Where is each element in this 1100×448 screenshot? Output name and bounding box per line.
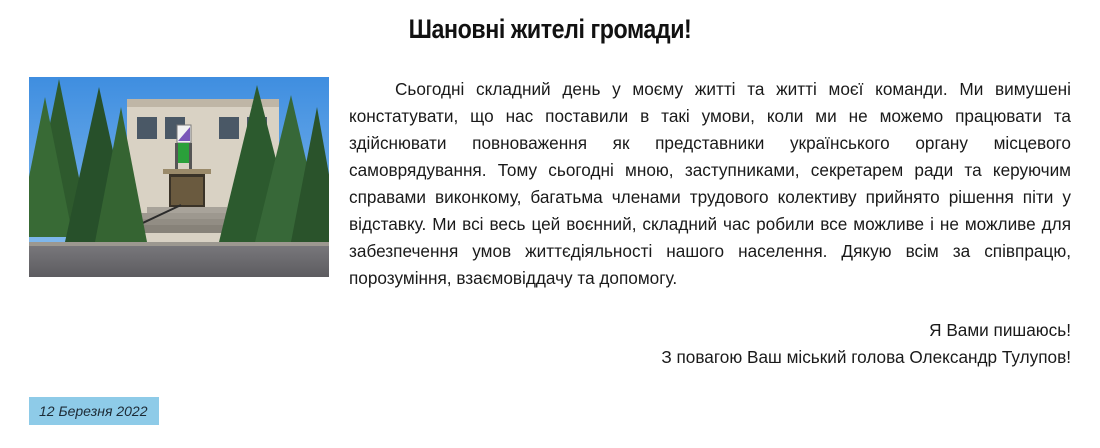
building-photo: [29, 77, 329, 277]
page-title: Шановні жителі громади!: [408, 14, 692, 44]
closing-signature: [661, 317, 1071, 371]
article-body: Сьогодні складний день у моєму житті та житті моєї команди. Ми вимушені констатувати, що нас поставили в такі умови, коли ми не можемо працювати та здійснювати повноваження як представники українського органу місцевого самоврядування. Тому сьогодні мною, заступниками, секретарем ради та керуючим справами виконкому, багатьма членами трудового колективу прийнято рішення піти у відставку. Ми всі весь цей воєнний, складний час робили все можливе і не можливе для забезпечення умов життєдіяльності нашого населення. Дякую всім за співпрацю, порозуміння, взаємовіддачу та допомогу.: [349, 79, 1071, 288]
closing-line-signature: З повагою Ваш міський голова Олександр Тулупов!: [661, 347, 1071, 367]
date-badge: 12 Березня 2022: [29, 397, 159, 425]
closing-line-pride: Я Вами пишаюсь!: [929, 320, 1071, 340]
